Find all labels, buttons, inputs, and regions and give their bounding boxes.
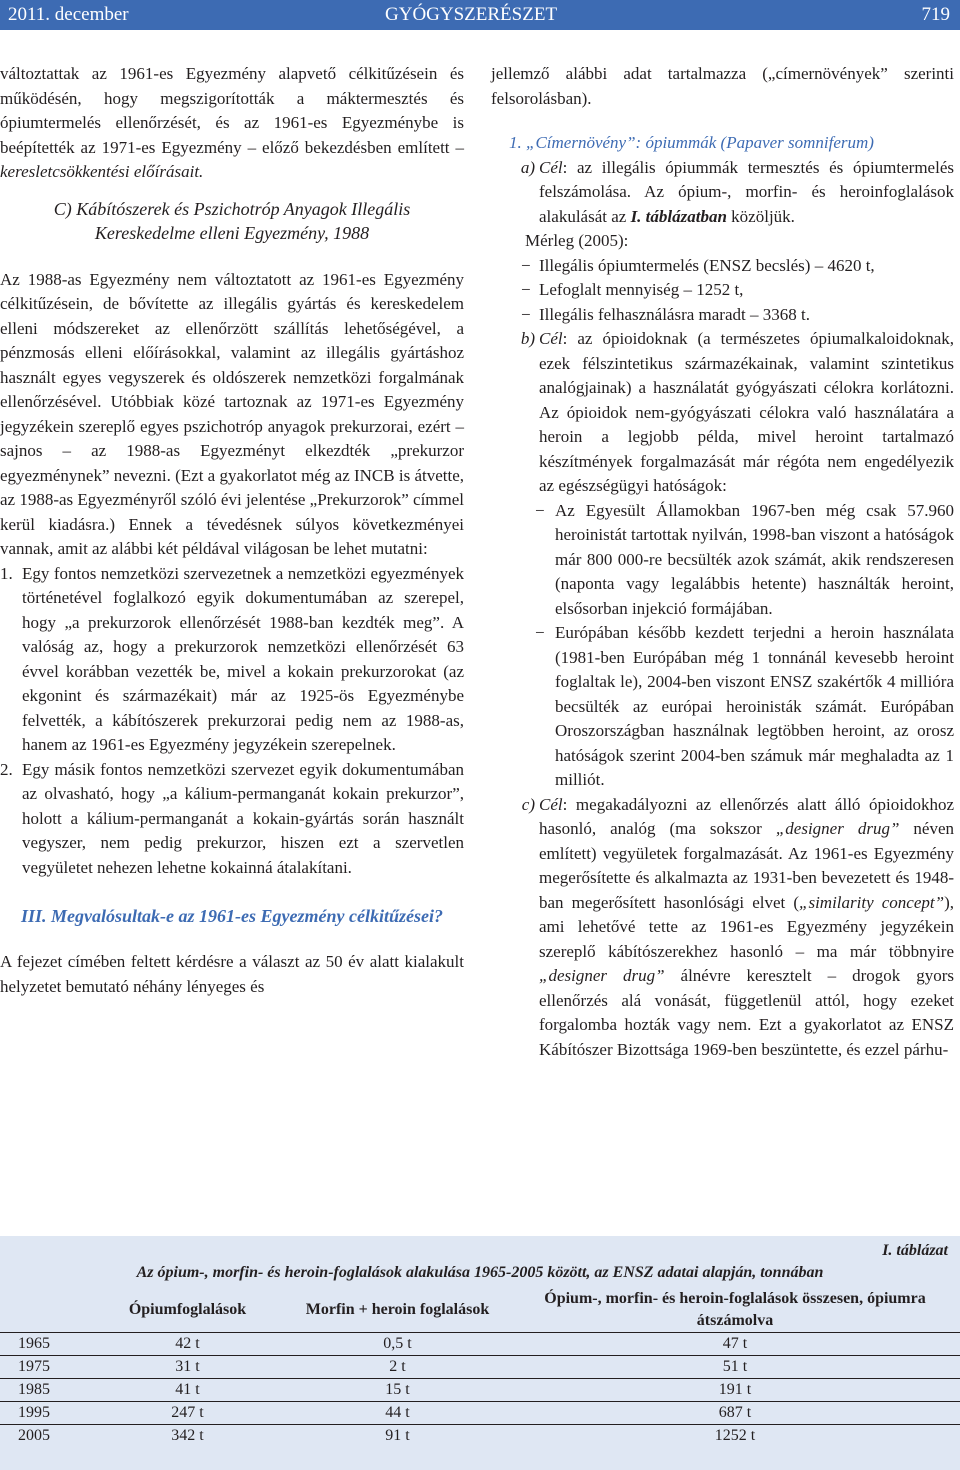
balance-item: [491, 278, 954, 303]
sub-item-label: a): [520, 157, 535, 177]
paragraph: A fejezet címében feltett kérdésre a választ az 50 év alatt kialakult helyzetet bemutató néhány lényeges és: [0, 952, 464, 996]
seizures-table: [0, 1288, 960, 1447]
table-cell: 44 t: [285, 1402, 510, 1425]
table-cell: 687 t: [510, 1402, 960, 1425]
sub-item-label: b): [520, 329, 535, 348]
left-column: [0, 62, 464, 999]
balance-item: [491, 254, 954, 279]
dash-bullet: −: [521, 304, 531, 324]
table-reference: I. táblázatban: [630, 206, 727, 226]
table-header-cell: Ópiumfoglalások: [128, 1301, 247, 1318]
goal-label: Cél: [539, 794, 563, 814]
italic-term: „similarity concept”: [799, 892, 945, 912]
table-header-row: [0, 1288, 960, 1333]
dash-bullet: −: [535, 623, 545, 642]
sub-item-text: : megakadályozni az ellenőrzés alatt álló ópioidokhoz hasonló, analóg (ma sokszor: [539, 794, 954, 838]
year-cell: 1995: [0, 1402, 90, 1425]
balance-item-text: Illegális felhasználásra maradt – 3368 t.: [539, 304, 810, 324]
table-cell: 51 t: [510, 1356, 960, 1379]
balance-item-text: Lefoglalt mennyiség – 1252 t,: [539, 280, 744, 299]
item-number: 1.: [0, 563, 13, 583]
section-heading-iii: III. Megvalósultak-e az 1961-es Egyezmény célkitűzései?: [21, 906, 443, 926]
year-cell: 1975: [0, 1356, 90, 1379]
header-date: 2011. december: [8, 4, 129, 25]
balance-item: [491, 303, 954, 328]
section-heading-c: C) Kábítószerek és Pszichotróp Anyagok Illegális Kereskedelme elleni Egyezmény, 1988: [53, 198, 411, 243]
table-cell: 191 t: [510, 1379, 960, 1402]
table-cell: 15 t: [285, 1379, 510, 1402]
table-cell: 247 t: [90, 1402, 285, 1425]
dash-bullet: −: [521, 255, 531, 275]
table-row: [0, 1425, 960, 1448]
dash-item: [491, 621, 954, 793]
sub-item-a: [491, 156, 954, 230]
table-header-cell: Morfin + heroin foglalások: [305, 1301, 490, 1318]
subheading: 1. „Címernövény”: ópiummák (Papaver somniferum): [509, 133, 874, 152]
sub-item-text: ), ami lehetővé tette az 1961-es Egyezmény jegyzékein szereplő kábítószerekhez hasonló – ma már többnyire: [539, 892, 954, 961]
dash-item-text: Európában később kezdett terjedni a heroin használata (1981-ben Európában még 1 tonnánál kevesebb heroint foglaltak le), 2004-ben viszont ENSZ szakértők 4 millióra becsülték az európai heroinisták számát. Európában Oroszországban használnak legtöbben heroint, az orosz hatóságok szerint 2004-ben számuk már meghaladta az 1 milliót.: [555, 623, 954, 789]
dash-bullet: −: [521, 280, 531, 299]
header-journal: GYÓGYSZERÉSZET: [385, 4, 558, 25]
sub-item-c: [491, 793, 954, 1063]
balance-list: [491, 254, 954, 328]
table-header-cell: [0, 1288, 90, 1333]
italic-term: „designer drug”: [539, 966, 665, 985]
table-cell: 31 t: [90, 1356, 285, 1379]
header-page-number: 719: [921, 4, 950, 25]
balance-item-text: Illegális ópiumtermelés (ENSZ becslés) – 4620 t,: [539, 255, 875, 275]
table-cell: 342 t: [90, 1425, 285, 1448]
sub-item-b: [491, 327, 954, 499]
sub-item-text: : az ópioidoknak (a természetes ópiumalkaloidoknak, ezek félszintetikus származékainak, valamint szintetikus analógjainak) a használatát gyógyászati célokra korlátozni. Az ópioidok nem-gyógyászati célokra való használatára a heroin a legjobb példa, mivel heroint tartalmazó készítmények forgalmazását már régóta nem engedélyezik az egészségügyi hatóságok:: [539, 329, 954, 495]
numbered-item: [0, 758, 464, 881]
item-text: Egy fontos nemzetközi szervezetnek a nemzetközi egyezmények történetével foglalkozó egyik dokumentumában az szerepel, hogy „a prekurzorok ellenőrzését 1988-ban kezdték meg”. A valóság az, hogy a prekurzorok nemzetközi ellenőrzését 63 évvel korábban vezették be, mivel a kokain prekurzorokat (az ekgonint és származékait) már az 1925-ös Egyezménybe felvették, a kábítószerek prekurzorai pedig nem az 1988-as, hanem az 1961-es Egyezmény jegyzékein szerepelnek.: [22, 563, 464, 754]
right-column: [491, 62, 954, 1062]
goal-label: Cél: [539, 329, 563, 348]
b-dash-list: [491, 499, 954, 793]
goal-label: Cél: [539, 157, 563, 177]
table-row: [0, 1379, 960, 1402]
year-cell: 1965: [0, 1333, 90, 1356]
data-table-section: [0, 1236, 960, 1470]
sub-item-text: : az illegális ópiummák termesztés és ópiumtermelés felszámolása. Az ópium-, morfin- és heroinfoglalások alakulását az: [539, 157, 954, 226]
table-label: I. táblázat: [882, 1242, 948, 1259]
table-row: [0, 1402, 960, 1425]
year-cell: 1985: [0, 1379, 90, 1402]
table-cell: 0,5 t: [285, 1333, 510, 1356]
table-body: [0, 1333, 960, 1448]
sub-item-text: álnévre keresztelt – drogok gyors ellenőrzés alá vonását, függetlenül attól, hogy ezeket forgalomba hozták vagy nem. Ezt a gyakorlatot az ENSZ Kábítószer Bizottsága 1969-ben beszüntette, és ezzel párhu-: [539, 966, 954, 1059]
table-cell: 1252 t: [510, 1425, 960, 1448]
sub-item-label: c): [521, 794, 535, 814]
table-cell: 2 t: [285, 1356, 510, 1379]
paragraph: Az 1988-as Egyezmény nem változtatott az 1961-es Egyezmény célkitűzésein, de bővítette az illegális gyártás és kereskedelem elleni módszereket az ellenőrzött szállítás lehetőségével, a pénzmosás elleni előírásokkal, valamint az illegális gyártáshoz használt egyes vegyszerek és oldószerek nemzetközi forgalmának ellenőrzésével. Utóbbiak közé tartoznak az 1971-es Egyezmény jegyzékein szereplő egyes pszichotróp anyagok prekurzorai, ezért – sajnos – az 1988-as Egyezményt elkezdték „prekurzor egyezménynek” nevezni. (Ezt a gyakorlatot még az INCB is átvette, az 1988-as Egyezményről szóló évi jelentése „Prekurzorok” címmel kerül kiadásra.) Ennek a tévedésnek súlyos következményei vannak, amit az alábbi két példával világosan be lehet mutatni:: [0, 269, 465, 558]
item-number: 2.: [0, 759, 13, 779]
sub-item-text: néven említett) vegyületek forgalmazását. Az 1961-es Egyezmény megerősítette és alkalmazta az 1931-ben bevezetett és 1948-ban megerősített hasonlósági elvet (: [539, 819, 954, 912]
page-header: [0, 0, 960, 30]
sub-item-text: közöljük.: [726, 206, 795, 226]
paragraph-text: változtattak az 1961-es Egyezmény alapvető célkitűzésein és működésén, hogy megszigorították a máktermesztés és ópiumtermelés ellenőrzését, és az 1961-es Egyezménybe is beépítették az 1971-es Egyezmény – előző bekezdésben említett –: [0, 64, 464, 157]
paragraph: jellemző alábbi adat tartalmazza („címernövények” szerinti felsorolásban).: [491, 64, 954, 108]
table-cell: 42 t: [90, 1333, 285, 1356]
paragraph-italic: keresletcsökkentési előírásait.: [0, 162, 204, 181]
table-row: [0, 1356, 960, 1379]
table-row: [0, 1333, 960, 1356]
table-cell: 41 t: [90, 1379, 285, 1402]
dash-bullet: −: [535, 500, 545, 520]
table-title: Az ópium-, morfin- és heroin-foglalások alakulása 1965-2005 között, az ENSZ adatai alapján, tonnában: [136, 1264, 824, 1281]
balance-label: Mérleg (2005):: [525, 231, 629, 250]
table-cell: 91 t: [285, 1425, 510, 1448]
item-text: Egy másik fontos nemzetközi szervezet egyik dokumentumában az olvasható, hogy „a kálium-permanganát kokain prekurzor”, holott a kálium-permanganát a kokain-gyártás során használt vegyszer, nem pedig prekurzor, hiszen ezt a szervetlen vegyületet nehezen lehetne kokainná átalakítani.: [22, 759, 464, 877]
dash-item: [491, 499, 954, 622]
table-header-cell: Ópium-, morfin- és heroin-foglalások összesen, ópiumra átszámolva: [544, 1290, 926, 1329]
year-cell: 2005: [0, 1425, 90, 1448]
table-cell: 47 t: [510, 1333, 960, 1356]
dash-item-text: Az Egyesült Államokban 1967-ben még csak 57.960 heroinistát tartottak nyilván, 1998-ban viszont a hatóságok már 800 000-re becsülték azok számát, akik rendszeresen (naponta vagy legalábbis hetente) használták heroint, elsősorban injekció formájában.: [555, 500, 954, 618]
paragraph: [0, 62, 464, 185]
italic-term: „designer drug”: [775, 819, 900, 838]
numbered-item: [0, 562, 464, 758]
